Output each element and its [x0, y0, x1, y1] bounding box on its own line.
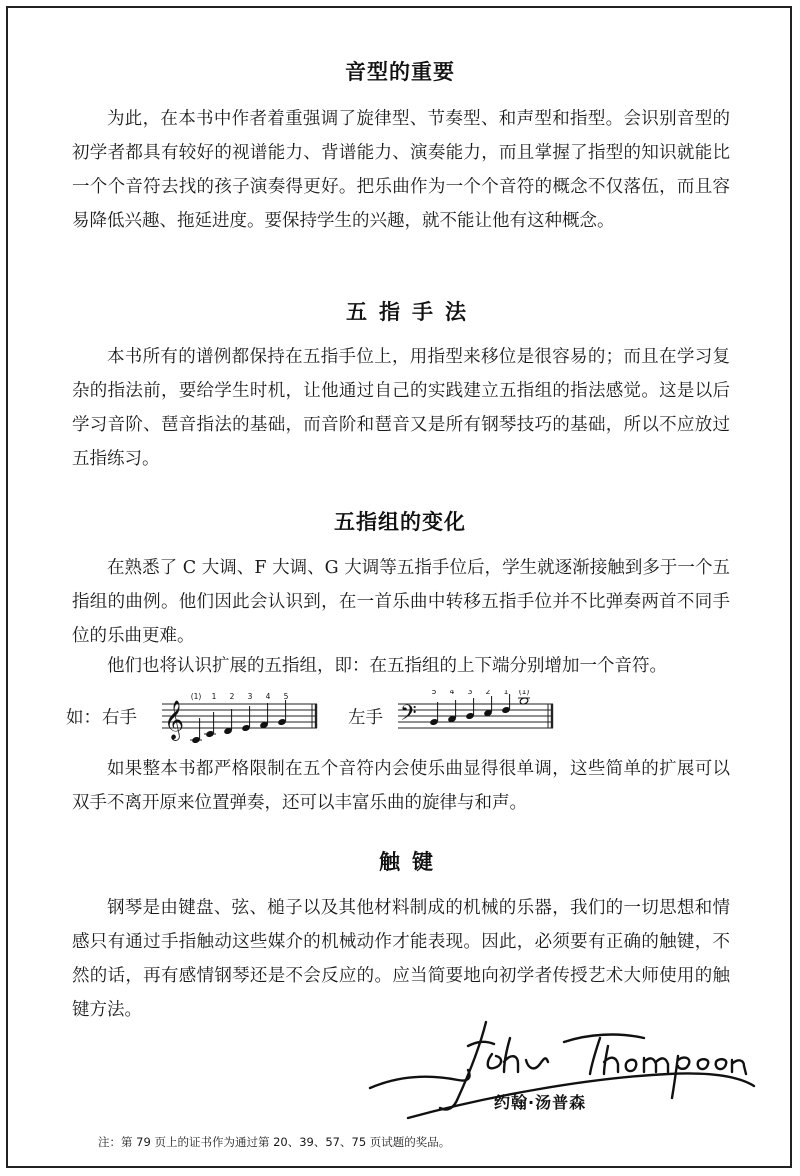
paragraph-five-finger-variation: 在熟悉了 C 大调、F 大调、G 大调等五指手位后，学生就逐渐接触到多于一个五指组的曲例。他们因此会认识到，在一首乐曲中转移五指手位并不比弹奏两首不同手位的乐曲更难。 [72, 558, 730, 646]
signature-printed-name: 约翰·汤普森 [494, 1093, 587, 1112]
rh-finger-1: (1) [190, 692, 202, 701]
left-hand-staff [398, 690, 558, 746]
right-hand-label: 右手 [102, 708, 137, 728]
section-heading-five-finger-technique: 五指手法 [346, 300, 478, 324]
left-hand-label: 左手 [348, 708, 383, 728]
paragraph-pattern-importance: 为此，在本书中作者着重强调了旋律型、节奏型、和声型和指型。会识别音型的初学者都具有较好的视谱能力、背谱能力、演奏能力，而且掌握了指型的知识就能比一个个音符去找的孩子演奏得更好。把乐曲作为一个个音符的概念不仅落伍，而且容易降低兴趣、拖延进度。要保持学生的兴趣，就不能让他有这种概念。 [72, 109, 730, 231]
rh-finger-5: 4 [265, 692, 271, 701]
rh-finger-3: 2 [229, 692, 235, 701]
section-heading-touch: 触键 [379, 850, 445, 874]
treble-clef-icon: 𝄞 [164, 700, 185, 740]
lh-finger-5: 1 [503, 690, 509, 696]
paragraph-five-finger-technique: 本书所有的谱例都保持在五指手位上，用指型来移位是很容易的；而且在学习复杂的指法前，要给学生时机，让他通过自己的实践建立五指组的指法感觉。这是以后学习音阶、琶音指法的基础，而音阶和琶音又是所有钢琴技巧的基础，所以不应放过五指练习。 [72, 347, 730, 469]
right-hand-staff [162, 690, 322, 746]
bass-clef-icon: 𝄢 [400, 701, 417, 731]
paragraph-extended-group: 他们也将认识扩展的五指组，即：在五指组的上下端分别增加一个音符。 [107, 656, 667, 676]
lh-finger-6: (1) [518, 690, 530, 696]
rh-finger-4: 3 [247, 692, 253, 701]
lh-finger-4: 2 [485, 690, 491, 696]
lh-finger-1: 5 [431, 690, 437, 696]
rh-finger-6: 5 [283, 692, 289, 701]
section-heading-pattern-importance: 音型的重要 [345, 60, 455, 84]
section-heading-five-finger-variation: 五指组的变化 [334, 510, 466, 534]
lh-finger-2: 4 [449, 690, 455, 696]
paragraph-touch: 钢琴是由键盘、弦、槌子以及其他材料制成的机械的乐器，我们的一切思想和情感只有通过手指触动这些媒介的机械动作才能表现。因此，必须要有正确的触键，不然的话，再有感情钢琴还是不会反应的。应当简要地向初学者传授艺术大师使用的触键方法。 [72, 898, 730, 1020]
lh-finger-3: 3 [467, 690, 473, 696]
music-example [66, 690, 736, 746]
example-prefix: 如： [66, 708, 101, 728]
rh-finger-2: 1 [211, 692, 217, 701]
footnote: 注：第 79 页上的证书作为通过第 20、39、57、75 页试题的奖品。 [98, 1135, 451, 1149]
paragraph-extension-benefit: 如果整本书都严格限制在五个音符内会使乐曲显得很单调，这些简单的扩展可以双手不离开原来位置弹奏，还可以丰富乐曲的旋律与和声。 [72, 759, 730, 813]
